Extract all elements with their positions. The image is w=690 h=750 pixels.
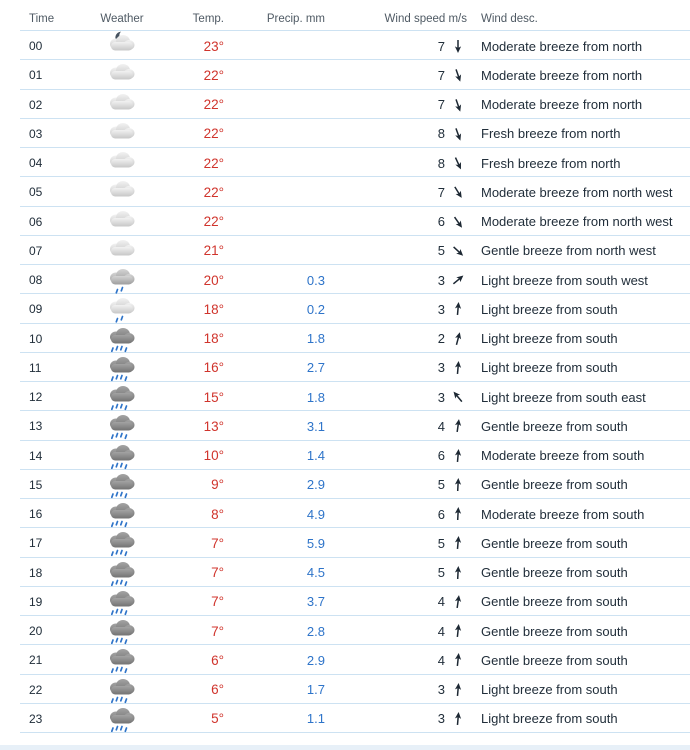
rain-icon bbox=[105, 441, 139, 471]
wind-speed-cell: 8 bbox=[437, 126, 445, 142]
rain-icon bbox=[105, 411, 139, 441]
wind-direction-arrow bbox=[450, 682, 466, 698]
wind-speed-cell: 4 bbox=[437, 652, 445, 668]
time-cell: 16 bbox=[29, 507, 43, 521]
temperature-cell: 16° bbox=[203, 360, 224, 376]
wind-direction-arrow bbox=[450, 214, 466, 230]
wind-description-cell: Gentle breeze from south bbox=[481, 565, 628, 580]
rain-drops bbox=[112, 697, 127, 702]
rain-drops bbox=[112, 434, 127, 439]
wind-speed-cell: 7 bbox=[437, 67, 445, 83]
wind-description-cell: Gentle breeze from south bbox=[481, 623, 628, 639]
light-rain-icon bbox=[105, 294, 139, 324]
precipitation-cell: 2.9 bbox=[306, 652, 325, 668]
temperature-cell: 7° bbox=[211, 565, 224, 580]
wind-arrow-cell bbox=[445, 214, 471, 230]
column-header-wind-desc: Wind desc. bbox=[481, 13, 538, 25]
wind-direction-arrow bbox=[450, 97, 466, 113]
time-cell: 14 bbox=[29, 448, 43, 463]
wind-speed-cell: 7 bbox=[437, 38, 445, 54]
wind-direction-arrow bbox=[450, 243, 466, 259]
forecast-table bbox=[20, 0, 690, 733]
partly-cloudy-night-icon bbox=[105, 31, 139, 61]
wind-speed-cell: 6 bbox=[437, 506, 445, 522]
rain-icon bbox=[105, 499, 139, 529]
temperature-cell: 20° bbox=[203, 272, 224, 288]
weather-cell bbox=[78, 148, 166, 178]
precipitation-cell: 1.8 bbox=[306, 389, 325, 405]
time-cell: 05 bbox=[29, 185, 43, 200]
time-cell: 07 bbox=[29, 243, 43, 258]
wind-description-cell: Moderate breeze from north bbox=[481, 67, 643, 83]
wind-arrow-cell bbox=[445, 243, 471, 259]
wind-description-cell: Light breeze from south bbox=[481, 331, 618, 346]
temperature-cell: 13° bbox=[203, 418, 224, 434]
weather-cell bbox=[78, 411, 166, 441]
time-cell: 15 bbox=[29, 477, 43, 492]
wind-direction-arrow bbox=[450, 623, 466, 639]
cloud-shape bbox=[110, 94, 135, 110]
rain-drops bbox=[112, 405, 127, 410]
wind-description-cell: Light breeze from south west bbox=[481, 272, 648, 288]
temperature-cell: 10° bbox=[203, 448, 224, 463]
precipitation-cell: 2.8 bbox=[306, 623, 325, 639]
column-header-precip: Precip. mm bbox=[266, 13, 325, 25]
temperature-cell: 8° bbox=[211, 506, 224, 522]
cloud-shape bbox=[110, 181, 135, 197]
wind-arrow-cell bbox=[445, 477, 471, 493]
rain-icon bbox=[105, 587, 139, 617]
column-header-time: Time bbox=[29, 13, 55, 25]
wind-direction-arrow bbox=[450, 565, 466, 581]
wind-arrow-cell bbox=[445, 389, 471, 405]
wind-direction-arrow bbox=[450, 155, 466, 171]
temperature-cell: 5° bbox=[211, 711, 224, 727]
wind-arrow-cell bbox=[445, 711, 471, 727]
rain-drops bbox=[112, 639, 127, 644]
wind-description-cell: Moderate breeze from south bbox=[481, 448, 645, 463]
time-cell: 08 bbox=[29, 273, 43, 287]
wind-arrow-cell bbox=[445, 565, 471, 581]
weather-cell bbox=[78, 382, 166, 412]
weather-cell bbox=[78, 60, 166, 90]
table-row bbox=[20, 207, 690, 236]
precipitation-cell: 1.4 bbox=[306, 448, 325, 463]
wind-description-cell: Gentle breeze from south bbox=[481, 594, 628, 610]
wind-arrow-cell bbox=[445, 97, 471, 113]
weather-cell bbox=[78, 90, 166, 120]
temperature-cell: 18° bbox=[203, 331, 224, 346]
wind-speed-cell: 3 bbox=[437, 711, 445, 727]
time-cell: 01 bbox=[29, 68, 43, 83]
cloud-shape bbox=[110, 532, 135, 548]
weather-cell bbox=[78, 119, 166, 149]
time-cell: 10 bbox=[29, 331, 43, 346]
wind-direction-arrow bbox=[450, 301, 466, 317]
weather-cell bbox=[78, 675, 166, 705]
wind-arrow-cell bbox=[445, 448, 471, 464]
wind-direction-arrow bbox=[450, 272, 466, 288]
temperature-cell: 22° bbox=[203, 67, 224, 83]
wind-arrow-cell bbox=[445, 682, 471, 698]
temperature-cell: 7° bbox=[211, 535, 224, 551]
cloudy-icon bbox=[105, 177, 139, 207]
weather-cell bbox=[78, 294, 166, 324]
wind-speed-cell: 5 bbox=[437, 477, 445, 493]
rain-icon bbox=[105, 558, 139, 588]
wind-speed-cell: 4 bbox=[437, 623, 445, 639]
table-body bbox=[20, 31, 690, 733]
cloud-shape bbox=[110, 328, 135, 344]
temperature-cell: 22° bbox=[203, 155, 224, 171]
table-row bbox=[20, 324, 690, 353]
wind-speed-cell: 5 bbox=[437, 565, 445, 580]
cloud-shape bbox=[110, 35, 135, 51]
time-cell: 22 bbox=[29, 682, 43, 697]
wind-direction-arrow bbox=[450, 360, 466, 376]
wind-description-cell: Light breeze from south bbox=[481, 682, 618, 697]
bottom-strip bbox=[0, 745, 690, 750]
wind-description-cell: Moderate breeze from north bbox=[481, 97, 643, 112]
rain-icon bbox=[105, 324, 139, 354]
precipitation-cell: 0.3 bbox=[306, 272, 325, 288]
cloud-shape bbox=[110, 357, 135, 373]
precipitation-cell: 2.9 bbox=[306, 477, 325, 493]
time-cell: 20 bbox=[29, 624, 43, 638]
wind-direction-arrow bbox=[450, 652, 466, 668]
table-row bbox=[20, 587, 690, 616]
cloud-shape bbox=[110, 474, 135, 490]
cloud-shape bbox=[110, 708, 135, 724]
weather-cell bbox=[78, 177, 166, 207]
time-cell: 06 bbox=[29, 214, 43, 229]
rain-drops bbox=[112, 580, 127, 585]
wind-direction-arrow bbox=[450, 506, 466, 522]
wind-direction-arrow bbox=[450, 331, 466, 347]
wind-description-cell: Fresh breeze from north bbox=[481, 126, 621, 142]
temperature-cell: 23° bbox=[203, 38, 224, 54]
rain-icon bbox=[105, 353, 139, 383]
wind-description-cell: Gentle breeze from north west bbox=[481, 243, 656, 259]
temperature-cell: 7° bbox=[211, 623, 224, 639]
rain-drops bbox=[112, 668, 127, 673]
cloud-shape bbox=[110, 123, 135, 139]
wind-description-cell: Moderate breeze from north bbox=[481, 38, 643, 54]
wind-direction-arrow bbox=[450, 389, 466, 405]
time-cell: 02 bbox=[29, 97, 43, 112]
weather-cell bbox=[78, 265, 166, 295]
table-row bbox=[20, 616, 690, 645]
table-row bbox=[20, 441, 690, 470]
cloud-shape bbox=[110, 386, 135, 402]
rain-icon bbox=[105, 704, 139, 734]
rain-icon bbox=[105, 675, 139, 705]
weather-cell bbox=[78, 616, 166, 646]
table-row bbox=[20, 558, 690, 587]
column-header-temp: Temp. bbox=[192, 13, 224, 25]
table-row bbox=[20, 294, 690, 323]
weather-cell bbox=[78, 236, 166, 266]
wind-description-cell: Moderate breeze from south bbox=[481, 506, 645, 522]
cloud-shape bbox=[110, 64, 135, 80]
precipitation-cell: 0.2 bbox=[306, 301, 325, 317]
weather-cell bbox=[78, 587, 166, 617]
table-row bbox=[20, 177, 690, 206]
wind-speed-cell: 8 bbox=[437, 155, 445, 171]
rain-icon bbox=[105, 528, 139, 558]
table-row bbox=[20, 119, 690, 148]
cloud-shape bbox=[110, 269, 135, 285]
wind-direction-arrow bbox=[450, 448, 466, 464]
wind-description-cell: Gentle breeze from south bbox=[481, 418, 628, 434]
rain-icon bbox=[105, 645, 139, 675]
wind-description-cell: Light breeze from south bbox=[481, 711, 618, 727]
wind-speed-cell: 4 bbox=[437, 594, 445, 610]
table-row bbox=[20, 90, 690, 119]
weather-cell bbox=[78, 207, 166, 237]
temperature-cell: 6° bbox=[211, 652, 224, 668]
wind-speed-cell: 3 bbox=[437, 272, 445, 288]
temperature-cell: 6° bbox=[211, 682, 224, 697]
wind-direction-arrow bbox=[450, 126, 466, 142]
time-cell: 17 bbox=[29, 536, 43, 551]
time-cell: 19 bbox=[29, 594, 43, 609]
wind-direction-arrow bbox=[450, 67, 466, 83]
precipitation-cell: 4.5 bbox=[306, 565, 325, 580]
wind-description-cell: Gentle breeze from south bbox=[481, 477, 628, 493]
cloud-shape bbox=[110, 415, 135, 431]
weather-cell bbox=[78, 558, 166, 588]
rain-drops bbox=[116, 288, 122, 293]
wind-description-cell: Gentle breeze from south bbox=[481, 535, 628, 551]
rain-drops bbox=[112, 551, 127, 556]
wind-direction-arrow bbox=[450, 184, 466, 200]
rain-drops bbox=[112, 609, 127, 614]
table-row bbox=[20, 675, 690, 704]
weather-cell bbox=[78, 704, 166, 734]
time-cell: 21 bbox=[29, 653, 43, 668]
weather-cell bbox=[78, 499, 166, 529]
wind-arrow-cell bbox=[445, 67, 471, 83]
cloud-shape bbox=[110, 298, 135, 314]
wind-description-cell: Gentle breeze from south bbox=[481, 652, 628, 668]
light-rain-icon bbox=[105, 265, 139, 295]
time-cell: 09 bbox=[29, 302, 43, 317]
wind-direction-arrow bbox=[450, 477, 466, 493]
wind-arrow-cell bbox=[445, 38, 471, 54]
column-header-wind-speed: Wind speed m/s bbox=[384, 13, 467, 25]
table-row bbox=[20, 236, 690, 265]
cloud-shape bbox=[110, 620, 135, 636]
rain-drops bbox=[112, 726, 127, 731]
wind-description-cell: Light breeze from south bbox=[481, 301, 618, 317]
time-cell: 11 bbox=[29, 360, 42, 375]
wind-speed-cell: 7 bbox=[437, 184, 445, 200]
cloud-shape bbox=[110, 503, 135, 519]
table-row bbox=[20, 704, 690, 733]
cloud-shape bbox=[110, 445, 135, 461]
wind-direction-arrow bbox=[450, 38, 466, 54]
time-cell: 23 bbox=[29, 711, 43, 726]
cloud-shape bbox=[110, 240, 135, 256]
weather-cell bbox=[78, 645, 166, 675]
weather-cell bbox=[78, 441, 166, 471]
weather-cell bbox=[78, 470, 166, 500]
rain-drops bbox=[112, 492, 127, 497]
rain-drops bbox=[112, 375, 127, 380]
time-cell: 12 bbox=[29, 390, 43, 404]
wind-speed-cell: 5 bbox=[437, 243, 445, 259]
wind-speed-cell: 7 bbox=[437, 97, 445, 112]
weather-cell bbox=[78, 528, 166, 558]
precipitation-cell: 2.7 bbox=[306, 360, 325, 376]
wind-direction-arrow bbox=[450, 535, 466, 551]
precipitation-cell: 1.8 bbox=[306, 331, 325, 346]
wind-arrow-cell bbox=[445, 506, 471, 522]
precipitation-cell: 3.7 bbox=[306, 594, 325, 610]
table-row bbox=[20, 60, 690, 89]
time-cell: 13 bbox=[29, 419, 43, 434]
wind-description-cell: Fresh breeze from north bbox=[481, 155, 621, 171]
precipitation-cell: 5.9 bbox=[306, 535, 325, 551]
wind-direction-arrow bbox=[450, 711, 466, 727]
wind-description-cell: Moderate breeze from north west bbox=[481, 214, 673, 229]
cloudy-icon bbox=[105, 90, 139, 120]
weather-cell bbox=[78, 324, 166, 354]
table-row bbox=[20, 353, 690, 382]
wind-arrow-cell bbox=[445, 184, 471, 200]
temperature-cell: 22° bbox=[203, 184, 224, 200]
wind-speed-cell: 4 bbox=[437, 418, 445, 434]
cloud-shape bbox=[110, 562, 135, 578]
rain-drops bbox=[112, 463, 127, 468]
cloudy-icon bbox=[105, 236, 139, 266]
cloudy-icon bbox=[105, 148, 139, 178]
precipitation-cell: 4.9 bbox=[306, 506, 325, 522]
wind-description-cell: Moderate breeze from north west bbox=[481, 184, 673, 200]
rain-icon bbox=[105, 616, 139, 646]
wind-arrow-cell bbox=[445, 155, 471, 171]
cloud-shape bbox=[110, 211, 135, 227]
cloudy-icon bbox=[105, 119, 139, 149]
wind-arrow-cell bbox=[445, 301, 471, 317]
cloud-shape bbox=[110, 591, 135, 607]
wind-direction-arrow bbox=[450, 418, 466, 434]
temperature-cell: 18° bbox=[203, 301, 224, 317]
temperature-cell: 21° bbox=[203, 243, 224, 259]
rain-drops bbox=[112, 346, 127, 351]
wind-speed-cell: 3 bbox=[437, 301, 445, 317]
wind-arrow-cell bbox=[445, 126, 471, 142]
table-row bbox=[20, 265, 690, 294]
time-cell: 04 bbox=[29, 156, 43, 170]
cloud-shape bbox=[110, 649, 135, 665]
time-cell: 03 bbox=[29, 126, 43, 141]
wind-speed-cell: 5 bbox=[437, 535, 445, 551]
wind-direction-arrow bbox=[450, 594, 466, 610]
cloudy-icon bbox=[105, 60, 139, 90]
wind-arrow-cell bbox=[445, 652, 471, 668]
precipitation-cell: 1.1 bbox=[306, 711, 325, 727]
table-row bbox=[20, 645, 690, 674]
wind-arrow-cell bbox=[445, 360, 471, 376]
table-row bbox=[20, 148, 690, 177]
table-row bbox=[20, 411, 690, 440]
table-row bbox=[20, 31, 690, 60]
weather-cell bbox=[78, 31, 166, 61]
temperature-cell: 22° bbox=[203, 126, 224, 142]
rain-drops bbox=[116, 317, 122, 322]
wind-description-cell: Light breeze from south east bbox=[481, 389, 646, 405]
cloud-shape bbox=[110, 152, 135, 168]
time-cell: 18 bbox=[29, 565, 43, 580]
wind-arrow-cell bbox=[445, 594, 471, 610]
table-row bbox=[20, 528, 690, 557]
rain-icon bbox=[105, 470, 139, 500]
column-header-weather: Weather bbox=[100, 13, 144, 25]
cloudy-icon bbox=[105, 207, 139, 237]
precipitation-cell: 1.7 bbox=[306, 682, 325, 697]
temperature-cell: 15° bbox=[203, 389, 224, 405]
cloud-shape bbox=[110, 679, 135, 695]
table-row bbox=[20, 382, 690, 411]
wind-speed-cell: 6 bbox=[437, 214, 445, 229]
temperature-cell: 22° bbox=[203, 214, 224, 229]
precipitation-cell: 3.1 bbox=[306, 418, 325, 434]
weather-cell bbox=[78, 353, 166, 383]
table-header-row bbox=[20, 0, 690, 31]
wind-speed-cell: 6 bbox=[437, 448, 445, 463]
wind-arrow-cell bbox=[445, 272, 471, 288]
table-row bbox=[20, 499, 690, 528]
wind-arrow-cell bbox=[445, 535, 471, 551]
temperature-cell: 9° bbox=[211, 477, 224, 493]
wind-speed-cell: 2 bbox=[437, 331, 445, 346]
table-row bbox=[20, 470, 690, 499]
wind-speed-cell: 3 bbox=[437, 360, 445, 376]
temperature-cell: 22° bbox=[203, 97, 224, 112]
wind-arrow-cell bbox=[445, 418, 471, 434]
time-cell: 00 bbox=[29, 39, 43, 53]
temperature-cell: 7° bbox=[211, 594, 224, 610]
wind-speed-cell: 3 bbox=[437, 389, 445, 405]
wind-description-cell: Light breeze from south bbox=[481, 360, 618, 376]
wind-speed-cell: 3 bbox=[437, 682, 445, 697]
wind-arrow-cell bbox=[445, 623, 471, 639]
wind-arrow-cell bbox=[445, 331, 471, 347]
rain-icon bbox=[105, 382, 139, 412]
rain-drops bbox=[112, 522, 127, 527]
